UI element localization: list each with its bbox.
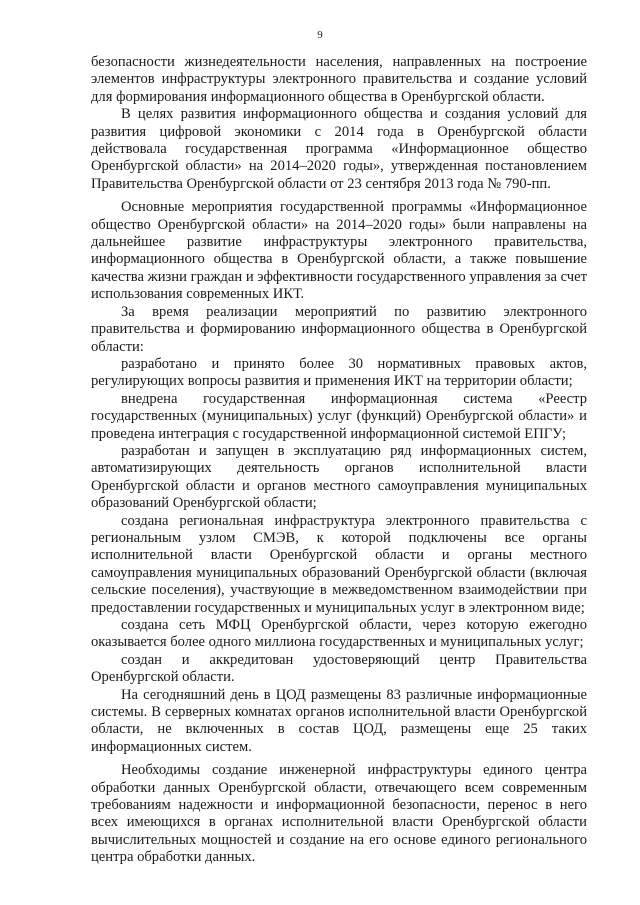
paragraph-data-center-needs: Необходимы создание инженерной инфраструктуры единого центра обработки данных Оренбургской области, отвечающего всем современным требованиям надежности и информационной безопасности, перенос в него всех имеющихся в органах исполнительной власти Оренбургской области вычислительных мощностей и создание на его основе единого регионального центра обработки данных. [91,762,587,866]
list-item-legal-acts: разработано и принято более 30 нормативных правовых актов, регулирующих вопросы развития и применения ИКТ на территории области; [91,355,587,390]
paragraph-data-center-status: На сегодняшний день в ЦОД размещены 83 различные информационные системы. В серверных комнатах органов исполнительной власти Оренбургской области, не включенных в состав ЦОД, размещены еще 25 таких информационных систем. [91,686,587,755]
page-number: 9 [317,29,323,41]
list-item-certification-center: создан и аккредитован удостоверяющий центр Правительства Оренбургской области. [91,651,587,686]
paragraph-continuation: безопасности жизнедеятельности населения, направленных на построение элементов инфраструктуры электронного правительства и создание условий для формирования информационного общества в Оренбургской области. [91,54,587,105]
list-item-registry-system: внедрена государственная информационная система «Реестр государственных (муниципальных) услуг (функций) Оренбургской области» и проведена интеграция с государственной информационной системой ЕПГУ; [91,390,587,442]
list-item-smev-infrastructure: создана региональная инфраструктура электронного правительства с региональным узлом СМЭВ, к которой подключены все органы исполнительной власти Оренбургской области и органы местного самоуправления муниципальных образований Оренбургской области (включая сельские поселения), участвующие в межведомственном взаимодействии при предоставлении государственных и муниципальных услуг в электронном виде; [91,512,587,616]
paragraph-program-intro: В целях развития информационного общества и создания условий для развития цифровой экономики с 2014 года в Оренбургской области действовала государственная программа «Информационное общество Оренбургской области» на 2014–2020 годы», утвержденная постановлением Правительства Оренбургской области от 23 сентября 2013 года № 790-пп. [91,106,587,192]
paragraph-program-goals: Основные мероприятия государственной программы «Информационное общество Оренбургской области» на 2014–2020 годы» были направлены на дальнейшее развитие инфраструктуры электронного правительства, информационного общества в Оренбургской области, а также повышение качества жизни граждан и эффективности государственного управления за счет использования современных ИКТ. [91,199,587,303]
list-item-information-systems: разработан и запущен в эксплуатацию ряд информационных систем, автоматизирующих деятельность органов исполнительной власти Оренбургской области и органов местного самоуправления муниципальных образований Оренбургской области; [91,442,587,512]
document-body [91,54,587,867]
paragraph-achievements-intro: За время реализации мероприятий по развитию электронного правительства и формированию информационного общества в Оренбургской области: [91,303,587,355]
list-item-mfc-network: создана сеть МФЦ Оренбургской области, через которую ежегодно оказывается более одного миллиона государственных и муниципальных услуг; [91,617,587,651]
